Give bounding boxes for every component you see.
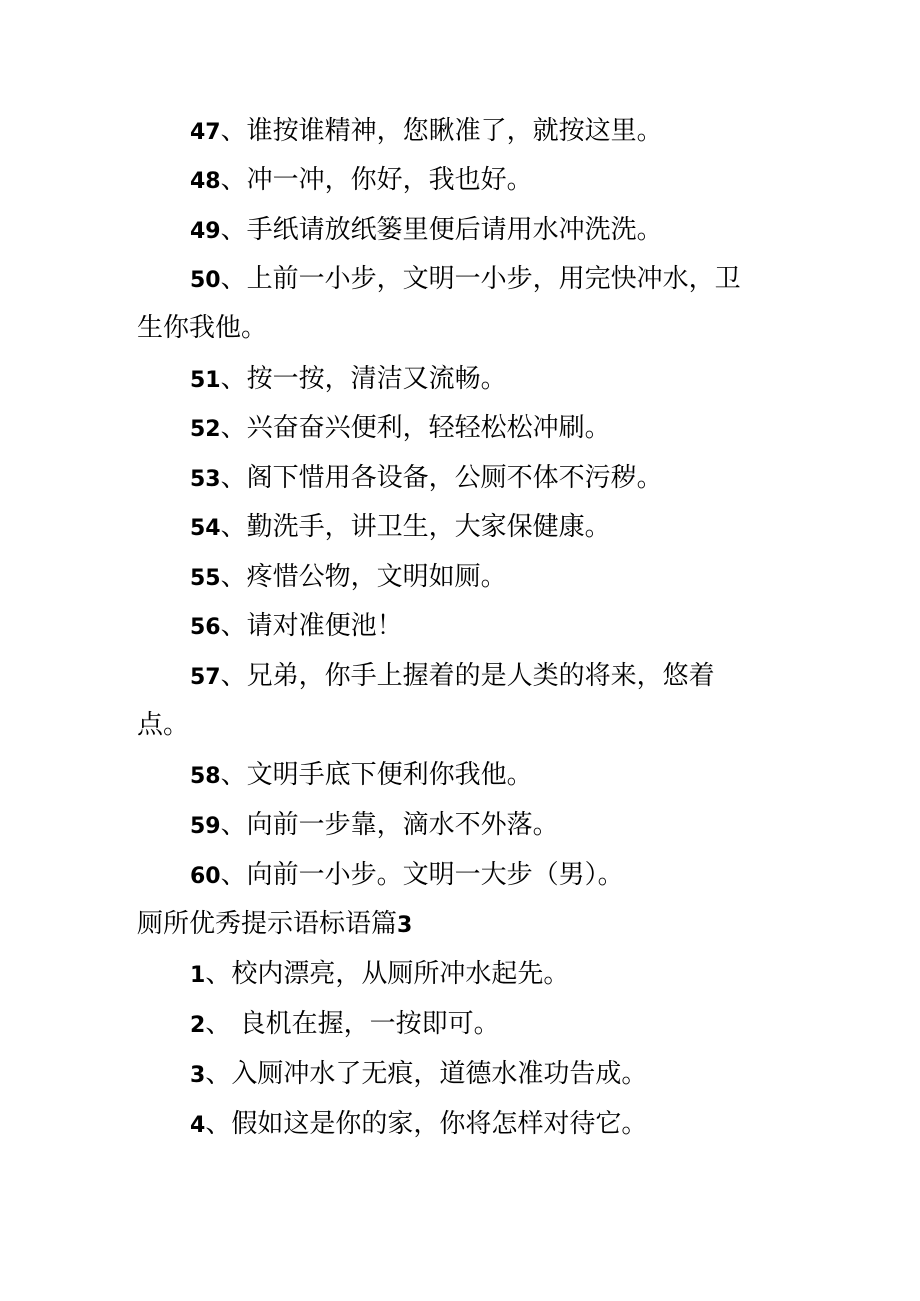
item-text-continuation: 点。 [137,710,190,740]
item-text: 、文明手底下便利你我他。 [220,760,533,790]
list-item [190,660,715,692]
list-item [190,610,403,642]
item-text: 、勤洗手，讲卫生，大家保健康。 [220,512,611,542]
item-number: 56 [190,615,221,640]
item-text: 、按一按，清洁又流畅。 [220,364,507,394]
item-number: 59 [190,814,221,839]
list-item [190,1058,647,1090]
item-number: 50 [190,268,221,293]
item-number: 51 [190,368,221,393]
item-text: 、入厕冲水了无痕，道德水准功告成。 [205,1059,648,1089]
list-item [190,511,611,543]
item-text: 、向前一小步。文明一大步（男）。 [220,860,624,890]
list-item [190,759,533,791]
section-heading [137,908,412,940]
item-number: 49 [190,219,221,244]
list-item [190,214,663,246]
item-text: 、请对准便池！ [220,611,403,641]
list-item [190,859,624,891]
item-text: 、手纸请放纸篓里便后请用水冲洗洗。 [220,215,663,245]
list-item [190,363,507,395]
item-text: 、校内漂亮，从厕所冲水起先。 [205,959,570,989]
item-number: 1 [190,963,206,988]
item-text: 、阁下惜用各设备，公厕不体不污秽。 [220,463,663,493]
list-item-continuation [137,312,267,344]
section-heading-number: 3 [397,913,413,938]
item-number: 48 [190,169,221,194]
item-number: 58 [190,764,221,789]
item-text: 、 良机在握，一按即可。 [205,1009,500,1039]
item-number: 54 [190,516,221,541]
list-item [190,263,741,295]
item-number: 55 [190,566,221,591]
item-number: 52 [190,417,221,442]
item-text: 、兄弟，你手上握着的是人类的将来，悠着 [220,661,715,691]
list-item [190,412,611,444]
item-text-continuation: 生你我他。 [137,313,268,343]
item-number: 47 [190,120,221,145]
list-item [190,1008,500,1040]
item-number: 60 [190,864,221,889]
item-number: 57 [190,665,221,690]
list-item [190,561,507,593]
item-number: 2 [190,1013,206,1038]
list-item [190,115,663,147]
list-item [190,809,559,841]
item-number: 3 [190,1063,206,1088]
item-text: 、上前一小步，文明一小步，用完快冲水，卫 [220,264,741,294]
item-text: 、冲一冲，你好，我也好。 [220,165,533,195]
list-item [190,1108,647,1140]
list-item [190,462,663,494]
item-text: 、谁按谁精神，您瞅准了，就按这里。 [220,116,663,146]
item-number: 53 [190,467,221,492]
item-text: 、疼惜公物，文明如厕。 [220,562,507,592]
section-heading-text: 厕所优秀提示语标语篇 [137,909,398,939]
item-text: 、向前一步靠，滴水不外落。 [220,810,559,840]
list-item [190,958,569,990]
item-text: 、假如这是你的家，你将怎样对待它。 [205,1109,648,1139]
item-number: 4 [190,1113,206,1138]
list-item [190,164,533,196]
list-item-continuation [137,709,189,741]
item-text: 、兴奋奋兴便利，轻轻松松冲刷。 [220,413,611,443]
